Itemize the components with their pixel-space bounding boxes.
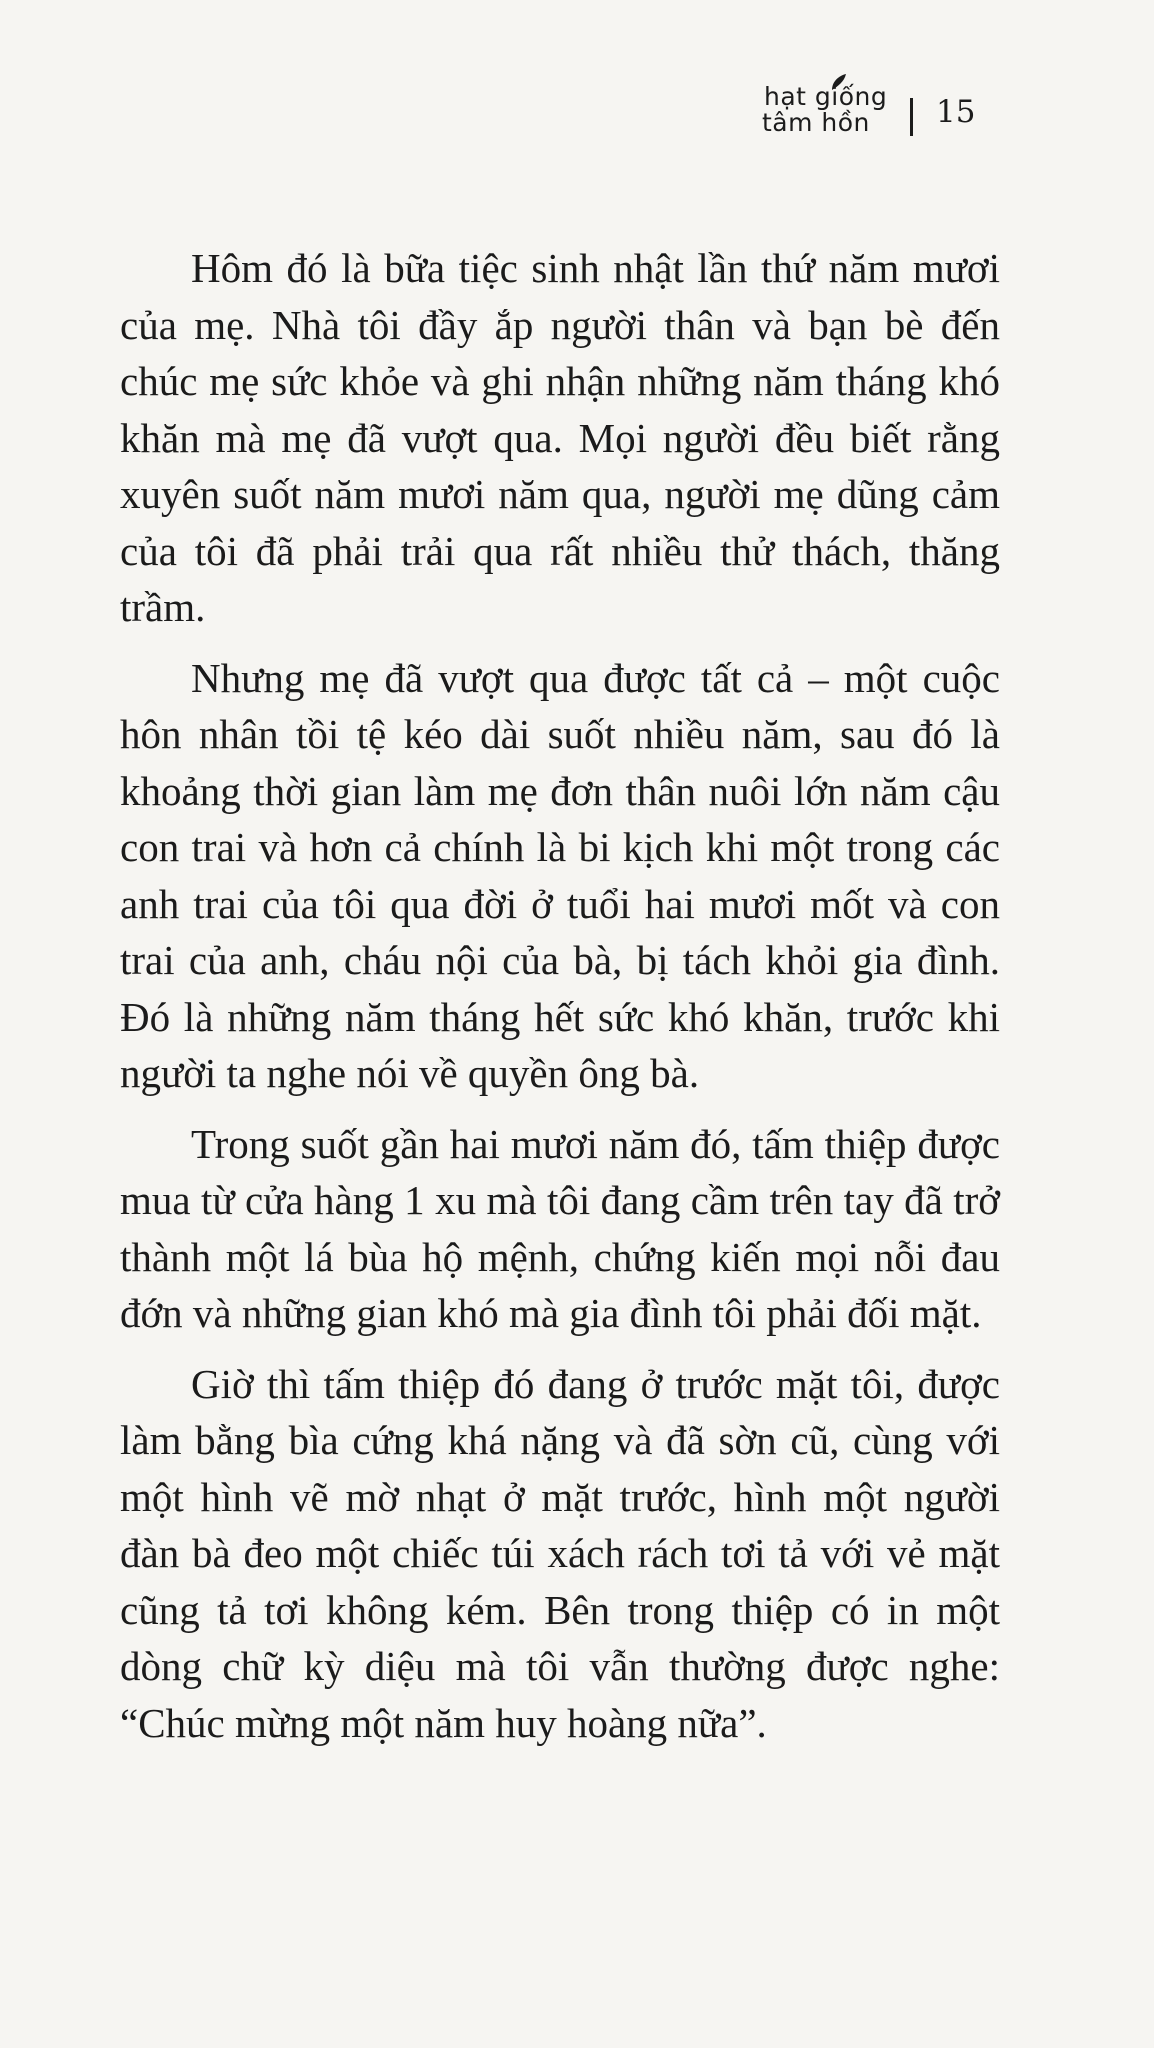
- paragraph-2: Nhưng mẹ đã vượt qua được tất cả – một cuộc hôn nhân tồi tệ kéo dài suốt nhiều năm, sau đó là khoảng thời gian làm mẹ đơn thân nuôi lớn năm cậu con trai và hơn cả chính là bi kịch khi một trong các anh trai của tôi qua đời ở tuổi hai mươi mốt và con trai của anh, cháu nội của bà, bị tách khỏi gia đình. Đó là những năm tháng hết sức khó khăn, trước khi người ta nghe nói về quyền ông bà.: [120, 654, 1000, 1096]
- body-text: [120, 240, 1000, 1765]
- logo-text-line-1: hạt giống: [764, 82, 888, 111]
- paragraph-4: Giờ thì tấm thiệp đó đang ở trước mặt tôi, được làm bằng bìa cứng khá nặng và đã sờn cũ, cùng với một hình vẽ mờ nhạt ở mặt trước, hình một người đàn bà đeo một chiếc túi xách rách tơi tả với vẻ mặt cũng tả tơi không kém. Bên trong thiệp có in một dòng chữ kỳ diệu mà tôi vẫn thường được nghe: “Chúc mừng một năm huy hoàng nữa”.: [120, 1360, 1000, 1746]
- page-header: [760, 80, 1000, 150]
- paragraph-3: Trong suốt gần hai mươi năm đó, tấm thiệp được mua từ cửa hàng 1 xu mà tôi đang cầm trên tay đã trở thành một lá bùa hộ mệnh, chứng kiến mọi nỗi đau đớn và những gian khó mà gia đình tôi phải đối mặt.: [120, 1120, 1000, 1336]
- paragraph-1: Hôm đó là bữa tiệc sinh nhật lần thứ năm mươi của mẹ. Nhà tôi đầy ắp người thân và bạn bè đến chúc mẹ sức khỏe và ghi nhận những năm tháng khó khăn mà mẹ đã vượt qua. Mọi người đều biết rằng xuyên suốt năm mươi năm qua, người mẹ dũng cảm của tôi đã phải trải qua rất nhiều thử thách, thăng trầm.: [120, 245, 1000, 630]
- publisher-logo: [760, 84, 890, 144]
- header-divider: [910, 98, 913, 136]
- logo-text-line-2: tâm hồn: [762, 108, 870, 137]
- page-number: 15: [936, 94, 976, 130]
